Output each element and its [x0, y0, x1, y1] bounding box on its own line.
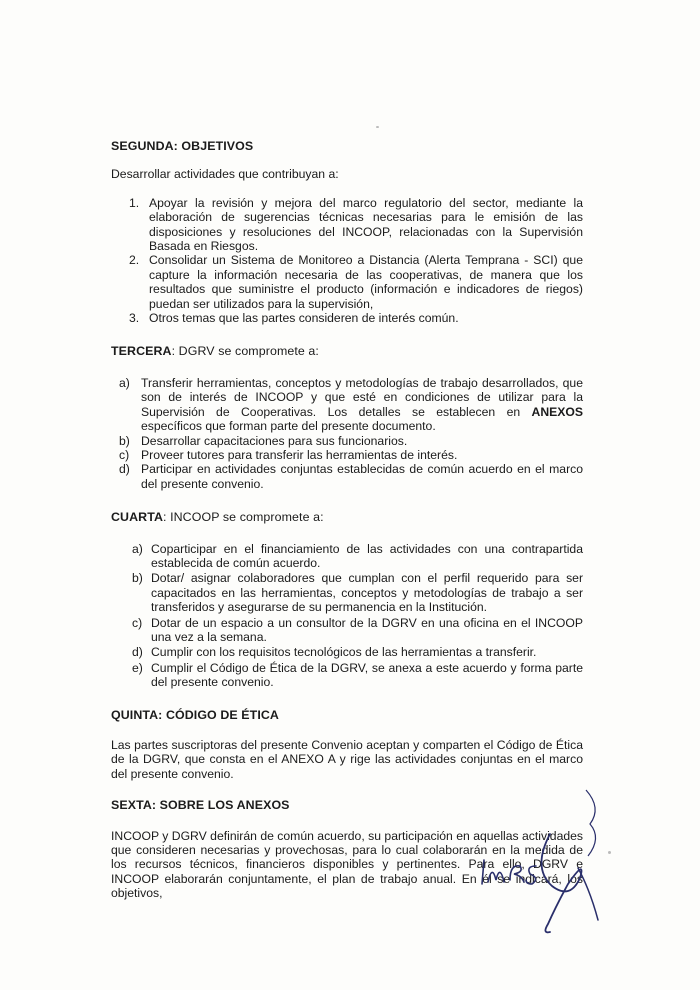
item-text: Otros temas que las partes consideren de interés común.	[149, 311, 459, 326]
section-heading-tercera	[111, 344, 583, 358]
item-text-part: Desarrollar capacitaciones para sus funcionarios.	[141, 433, 408, 448]
list-item	[111, 196, 583, 254]
item-letter: d)	[119, 462, 130, 477]
item-text-part: Participar en actividades conjuntas establecidas de común acuerdo en el marco del presente convenio.	[141, 462, 583, 491]
list-item	[111, 645, 583, 659]
signature-mark	[520, 828, 610, 938]
scan-speck	[376, 126, 379, 128]
list-item	[111, 434, 583, 448]
item-text: Cumplir con los requisitos tecnológicos de las herramientas a transferir.	[151, 645, 537, 660]
heading-rest-label: : DGRV se compromete a:	[171, 344, 319, 359]
incoop-commitments-list	[111, 542, 583, 690]
item-text-part: Transferir herramientas, conceptos y metodologías de trabajo desarrollados, que son de interés de INCOOP y que esté en condiciones de utilizar para la Supervisión de Cooperativas. Los detalles se establecen en	[141, 375, 583, 419]
item-text	[141, 448, 457, 462]
item-text-part: específicos que forman parte del presente documento.	[141, 419, 436, 434]
item-number: 1.	[129, 195, 140, 210]
item-text	[141, 434, 407, 448]
section-heading-quinta: QUINTA: CÓDIGO DE ÉTICA	[111, 707, 279, 722]
item-letter: b)	[119, 433, 130, 448]
list-item	[111, 616, 583, 645]
heading-rest-label: : INCOOP se compromete a:	[163, 510, 324, 525]
section-body-quinta: Las partes suscriptoras del presente Convenio aceptan y comparten el Código de Ética de la DGRV, que consta en el ANEXO A y rige las actividades conjuntas en el marco del presente convenio.	[111, 738, 583, 781]
list-item	[111, 542, 583, 571]
item-text-part: Proveer tutores para transferir las herramientas de interés.	[141, 447, 458, 462]
item-letter: d)	[132, 645, 143, 660]
objetivos-list	[111, 196, 583, 326]
heading-bold-label: CUARTA	[111, 510, 163, 525]
item-text	[141, 376, 583, 433]
item-text: Dotar de un espacio a un consultor de la DGRV en una oficina en el INCOOP una vez a la semana.	[151, 615, 583, 644]
item-number: 2.	[129, 253, 140, 268]
item-number: 3.	[129, 311, 140, 326]
item-letter: c)	[132, 615, 143, 630]
item-text: Consolidar un Sistema de Monitoreo a Distancia (Alerta Temprana - SCI) que capture la información necesaria de las cooperativas, de manera que los resultados que suministre el producto (información e indicadores de riegos) puedan ser utilizados para la supervisión,	[149, 253, 583, 311]
item-letter: b)	[132, 571, 143, 586]
item-letter: c)	[119, 447, 130, 462]
list-item	[111, 661, 583, 690]
list-item	[111, 376, 583, 434]
section-heading-cuarta	[111, 510, 583, 524]
list-item	[111, 311, 583, 325]
item-text: Coparticipar en el financiamiento de las actividades con una contrapartida establecida de común acuerdo.	[151, 541, 583, 570]
section-heading-sexta: SEXTA: SOBRE LOS ANEXOS	[111, 798, 290, 813]
section-intro: Desarrollar actividades que contribuyan a:	[111, 167, 339, 182]
list-item	[111, 571, 583, 614]
item-text	[141, 462, 583, 490]
document-body	[111, 133, 583, 901]
dgrv-commitments-list	[111, 376, 583, 491]
section-heading-segunda: SEGUNDA: OBJETIVOS	[111, 139, 254, 153]
item-text-bold: ANEXOS	[531, 404, 583, 419]
item-letter: e)	[132, 660, 143, 675]
item-text: Cumplir el Código de Ética de la DGRV, se anexa a este acuerdo y forma parte del presente convenio.	[151, 660, 583, 690]
list-item	[111, 462, 583, 491]
item-text: Dotar/ asignar colaboradores que cumplan con el perfil requerido para ser capacitados en las herramientas, conceptos y metodologías de trabajo a ser transferidos y asegurarse de su permanencia en la Institución.	[151, 571, 583, 615]
list-item	[111, 253, 583, 311]
section-body-sexta: INCOOP y DGRV definirán de común acuerdo, su participación en aquellas actividades que consideren necesarias y provechosas, para lo cual colaborarán en la medida de los recursos técnicos, financieros disponibles y pertinentes. Para ello, DGRV e INCOOP elaborarán conjuntamente, el plan de trabajo anual. En él se indicará, los objetivos,	[111, 828, 583, 901]
heading-bold-label: TERCERA	[111, 344, 172, 359]
item-letter: a)	[119, 375, 130, 390]
list-item	[111, 448, 583, 462]
item-text: Apoyar la revisión y mejora del marco regulatorio del sector, mediante la elaboración de sugerencias técnicas necesarias para le emisión de las disposiciones y resoluciones del INCOOP, relacionadas con la Supervisión Basada en Riesgos.	[149, 195, 583, 254]
item-letter: a)	[132, 541, 143, 556]
